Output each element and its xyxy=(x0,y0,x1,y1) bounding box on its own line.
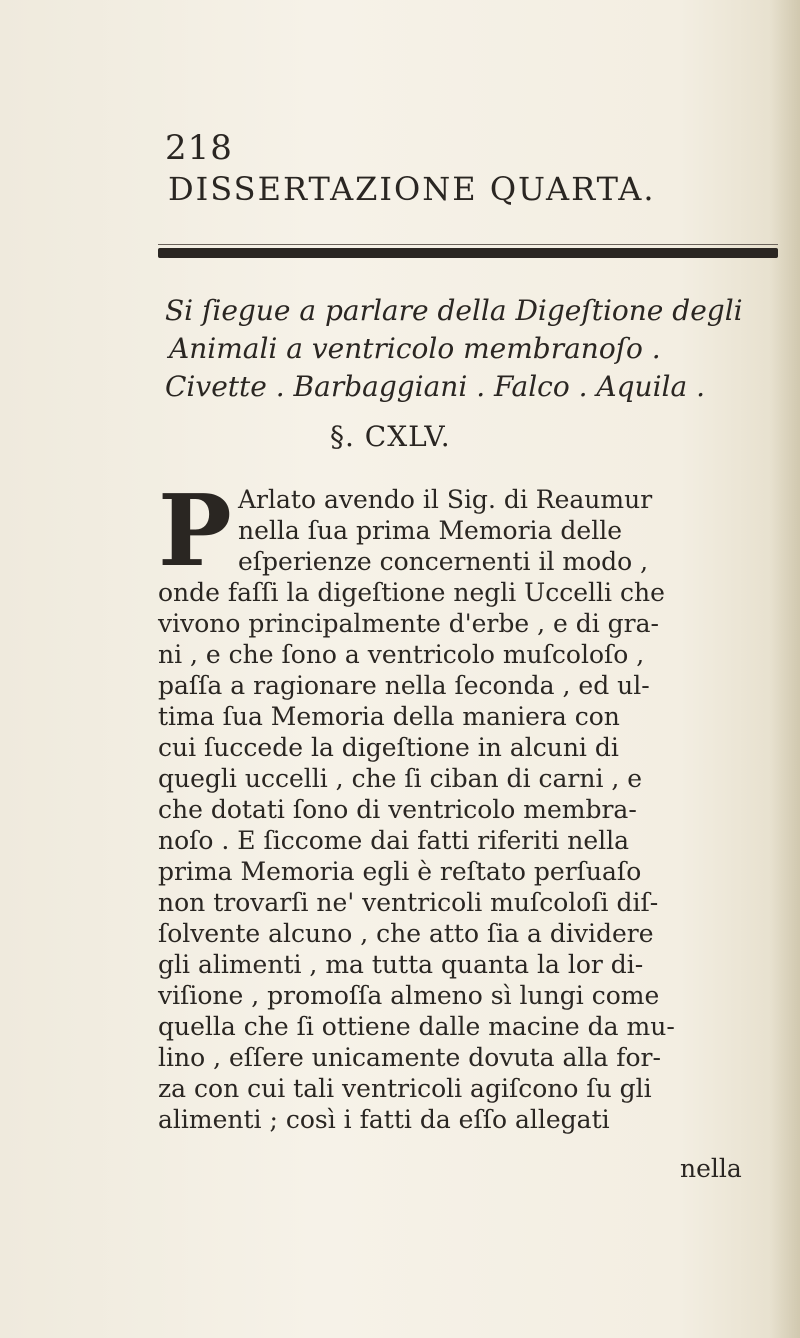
catchword: nella xyxy=(680,1154,742,1183)
running-head: DISSERTAZIONE QUARTA. xyxy=(168,170,656,208)
text-line: za con cui tali ventricoli agiſcono ſu gli xyxy=(158,1074,652,1103)
text-line: quegli uccelli , che ſi ciban di carni , e xyxy=(158,764,643,793)
header-rule xyxy=(158,248,778,258)
text-line: cui ſuccede la digeſtione in alcuni di xyxy=(158,733,619,762)
section-number: §. CXLV. xyxy=(330,420,451,453)
drop-cap: P xyxy=(158,474,232,589)
text-line: onde faſſi la digeſtione negli Uccelli che xyxy=(158,578,665,607)
text-line: lino , eſſere unicamente dovuta alla for- xyxy=(158,1043,661,1072)
text-line: eſperienze concernenti il modo , xyxy=(238,547,649,576)
text-line: gli alimenti , ma tutta quanta la lor di- xyxy=(158,950,644,979)
text-line: non trovarſi ne' ventricoli muſcoloſi diſ- xyxy=(158,888,659,917)
text-line: vivono principalmente d'erbe , e di gra- xyxy=(158,609,659,638)
text-line: ni , e che ſono a ventricolo muſcoloſo , xyxy=(158,640,645,669)
text-line: noſo . E ſiccome dai fatti riferiti nella xyxy=(158,826,630,855)
text-line: quella che ſi ottiene dalle macine da mu- xyxy=(158,1012,675,1041)
section-summary xyxy=(165,292,785,406)
body-text xyxy=(158,474,790,1135)
text-line: viſione , promoſſa almeno sì lungi come xyxy=(158,981,660,1010)
header-rule-thin xyxy=(158,244,778,245)
text-line: Arlato avendo il Sig. di Reaumur xyxy=(238,485,653,514)
summary-line: Civette . Barbaggiani . Falco . Aquila . xyxy=(165,370,705,403)
text-line: tima ſua Memoria della maniera con xyxy=(158,702,620,731)
page-number: 218 xyxy=(165,128,233,168)
text-line: alimenti ; così i fatti da eſſo allegati xyxy=(158,1105,610,1134)
summary-line: Si ſiegue a parlare della Digeſtione degli xyxy=(165,294,743,327)
text-line: prima Memoria egli è reſtato perſuaſo xyxy=(158,857,642,886)
summary-line: Animali a ventricolo membranoſo . xyxy=(169,332,661,365)
text-line: che dotati ſono di ventricolo membra- xyxy=(158,795,637,824)
text-line: paſſa a ragionare nella ſeconda , ed ul- xyxy=(158,671,650,700)
text-line: nella ſua prima Memoria delle xyxy=(238,516,622,545)
text-line: ſolvente alcuno , che atto ſia a dividere xyxy=(158,919,654,948)
